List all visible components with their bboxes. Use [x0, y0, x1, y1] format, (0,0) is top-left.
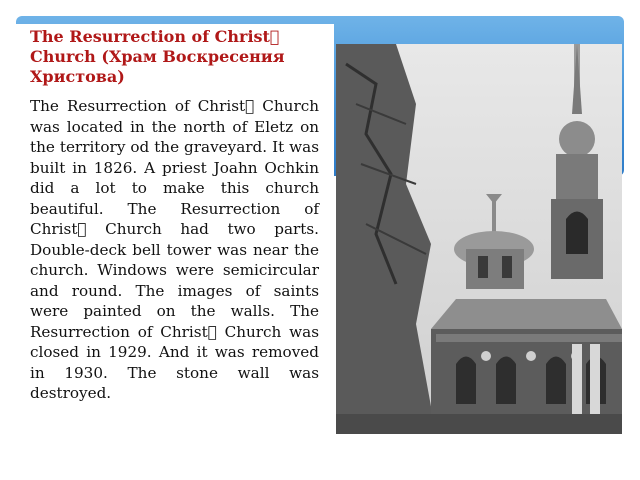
- slide-title: The Resurrection of Christ  Church (Храм Воскресения Христова): [30, 27, 285, 86]
- church-photo-icon: [336, 44, 622, 434]
- body-text: The Resurrection of Christ  Church was located in the north of Eletz on the territory od the graveyard. It was built in 1826. A priest Joahn Ochkin did a lot to make this church beautiful. The Resurrection of Christ  Church had two parts. Double-deck bell tower was near the church. Windows were semicircular and round. The images of saints were painted on the walls. The Resurrection of Christ  Church was closed in 1929. And it was removed in 1930. The stone wall was destroyed.: [30, 97, 319, 402]
- church-photo: [336, 44, 622, 434]
